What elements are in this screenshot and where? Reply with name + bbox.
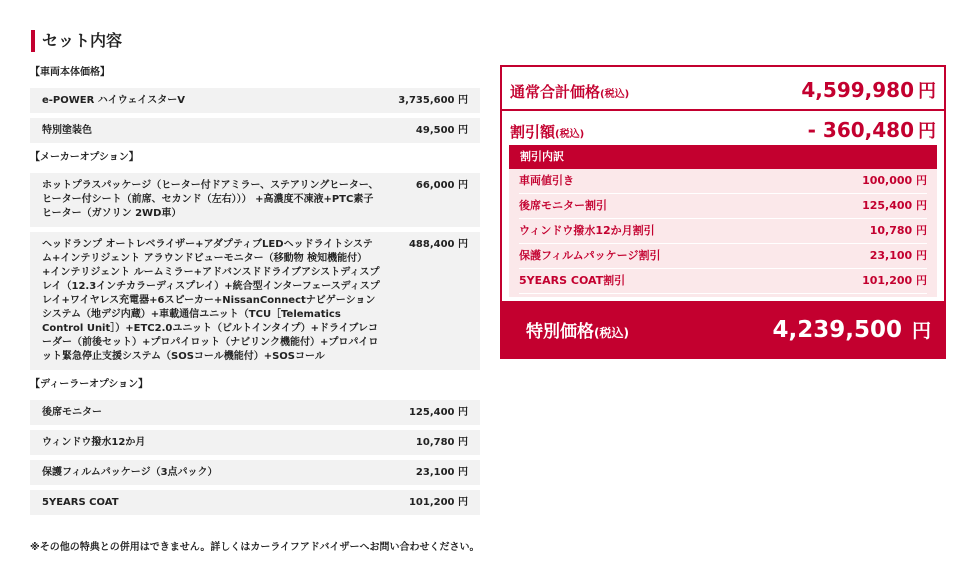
breakdown-name: ウィンドウ撥水12か月割引: [519, 224, 655, 237]
normal-price-value: 4,599,980 円: [801, 78, 936, 102]
item-name: 5YEARS COAT: [42, 496, 119, 508]
breakdown-price: 23,100 円: [869, 249, 927, 262]
item-price: 3,735,600 円: [398, 94, 468, 106]
list-item: [30, 490, 480, 515]
group-label-maker: 【メーカーオプション】: [30, 152, 139, 163]
price-summary-panel: [500, 65, 946, 359]
list-item: [30, 88, 480, 113]
item-price: 23,100 円: [415, 466, 468, 478]
item-price: 66,000 円: [415, 180, 468, 191]
list-item: [519, 169, 927, 194]
item-price: 10,780 円: [415, 436, 468, 448]
breakdown-price: 10,780 円: [869, 224, 927, 237]
item-name: ホットプラスパッケージ（ヒーター付ドアミラー、ステアリングヒーター、ヒーター付シート（前席、セカンド（左右））） +高濃度不凍液+PTC素子ヒーター（ガソリン 2WD車）: [42, 180, 379, 219]
special-price-value: 4,239,500 円: [772, 316, 931, 343]
list-item: [519, 219, 927, 244]
breakdown-title: 割引内訳: [509, 145, 937, 169]
set-contents-list: [30, 60, 480, 515]
breakdown-name: 5YEARS COAT割引: [519, 274, 626, 287]
item-name: 後席モニター: [42, 406, 102, 418]
breakdown-name: 保護フィルムパッケージ割引: [519, 249, 661, 262]
normal-price-line: [510, 77, 936, 103]
item-price: 488,400 円: [408, 239, 468, 250]
breakdown-price: 125,400 円: [862, 199, 927, 212]
special-price-label: 特別価格(税込): [526, 321, 629, 342]
special-price-bar: [502, 301, 944, 357]
item-name: ヘッドランプ オートレベライザー+アダプティブLEDヘッドライトシステム+インテリジェント アラウンドビューモニター（移動物 検知機能付）+インテリジェント ルームミラー+アドバンスドドライブアシストディスプレイ（12.3インチカラーディスプレイ）+統合型インターフェースディスプレイ+ワイヤレス充電器+6スピーカー+NissanConnectナビゲーションシステム（地デジ内蔵）+車載通信ユニット（TCU［Telematics Control Unit］）+ETC2.0ユニット（ビルトインタイプ）+ドライブレコーダー（前後セット）+プロパイロット（ナビリンク機能付）+プロパイロット緊急停止支援システム（SOSコール機能付）+SOSコール: [42, 239, 380, 362]
list-item: [30, 232, 480, 370]
normal-price-label: 通常合計価格(税込): [510, 83, 630, 101]
item-name: ウィンドウ撥水12か月: [42, 436, 146, 448]
breakdown-name: 車両値引き: [519, 174, 574, 187]
discount-label: 割引額(税込): [510, 123, 585, 141]
list-item: [30, 400, 480, 425]
breakdown-name: 後席モニター割引: [519, 199, 607, 212]
item-name: e-POWER ハイウェイスターV: [42, 94, 186, 106]
discount-value: - 360,480 円: [807, 118, 936, 142]
item-price: 49,500 円: [415, 124, 468, 136]
list-item: [30, 173, 480, 227]
discount-breakdown: [509, 145, 937, 297]
divider: [502, 109, 944, 111]
list-item: [30, 430, 480, 455]
list-item: [519, 194, 927, 219]
list-item: [519, 269, 927, 294]
breakdown-price: 101,200 円: [862, 274, 927, 287]
list-item: [30, 118, 480, 143]
item-price: 101,200 円: [408, 496, 468, 508]
item-name: 保護フィルムパッケージ（3点パック）: [42, 466, 218, 478]
discount-line: [510, 117, 936, 143]
breakdown-price: 100,000 円: [862, 174, 927, 187]
footnote: ※その他の特典との併用はできません。詳しくはカーライフアドバイザーへお問い合わせください。: [30, 542, 480, 553]
group-label-vehicle: 【車両本体価格】: [30, 67, 110, 78]
page-title: セット内容: [31, 30, 122, 52]
group-label-dealer: 【ディーラーオプション】: [30, 379, 149, 390]
list-item: [30, 460, 480, 485]
item-price: 125,400 円: [408, 406, 468, 418]
item-name: 特別塗装色: [42, 124, 92, 136]
list-item: [519, 244, 927, 269]
